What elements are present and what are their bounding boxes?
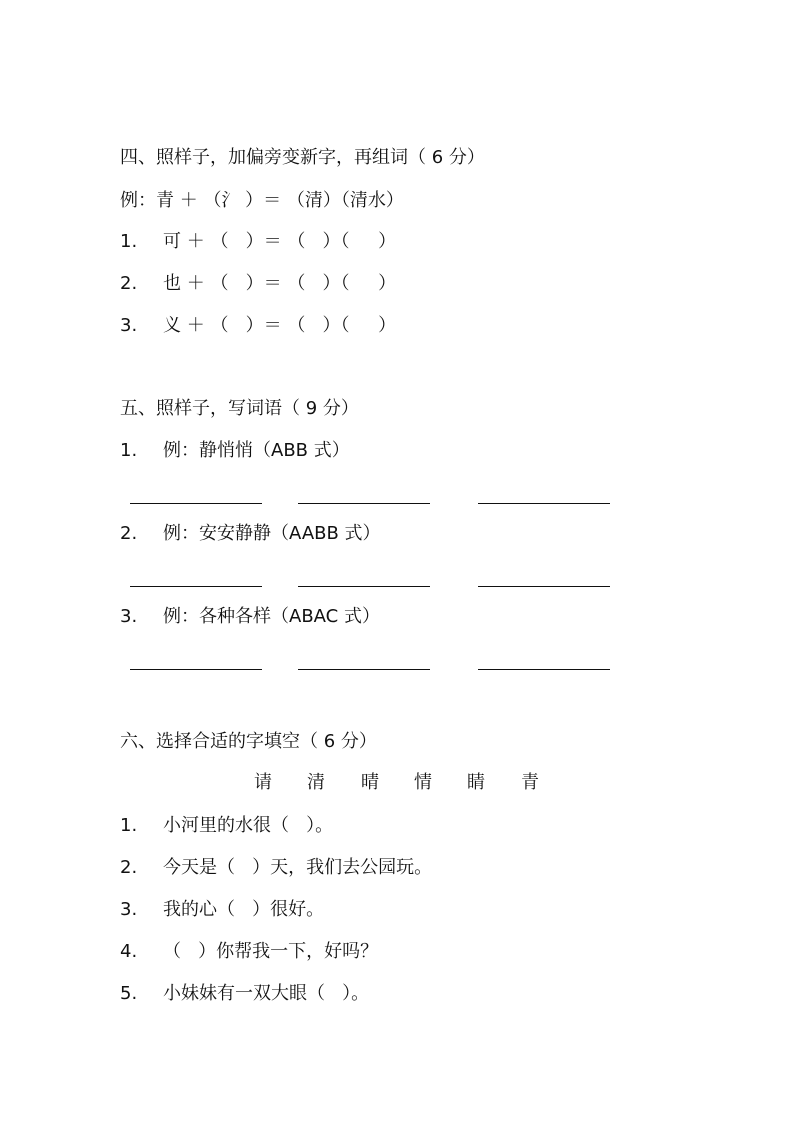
option-char: 青 xyxy=(521,772,539,793)
s6-item-5-number: 5. xyxy=(120,983,138,1004)
answer-blank[interactable] xyxy=(298,586,430,587)
s6-item-1-text: 小河里的水很（ ）。 xyxy=(163,815,334,836)
answer-blank[interactable] xyxy=(298,503,430,504)
s5-item-2-text: 例：安安静静（AABB 式） xyxy=(163,523,381,544)
section-6-title: 六、选择合适的字填空（ 6 分） xyxy=(120,731,377,752)
answer-blank[interactable] xyxy=(478,503,610,504)
s4-item-3-number: 3. xyxy=(120,315,138,336)
s4-item-1-text: 可 ＋ （ ）＝ （ ）（ ） xyxy=(163,231,397,252)
s4-item-2-text: 也 ＋ （ ）＝ （ ）（ ） xyxy=(163,273,397,294)
section-5-title: 五、照样子，写词语（ 9 分） xyxy=(120,398,359,419)
section-4-title: 四、照样子，加偏旁变新字，再组词（ 6 分） xyxy=(120,147,485,168)
section-4-example: 例：青 ＋ （氵 ）＝ （清）（清水） xyxy=(120,190,404,211)
s6-item-4-text: （ ）你帮我一下，好吗？ xyxy=(163,941,379,962)
s6-item-2-number: 2. xyxy=(120,857,138,878)
s5-item-3-text: 例：各种各样（ABAC 式） xyxy=(163,606,380,627)
s4-item-1-number: 1. xyxy=(120,231,138,252)
option-char: 晴 xyxy=(361,772,379,793)
answer-blank[interactable] xyxy=(478,586,610,587)
s6-item-5-text: 小妹妹有一双大眼（ ）。 xyxy=(163,983,370,1004)
option-char: 请 xyxy=(254,772,272,793)
option-char: 清 xyxy=(307,772,325,793)
answer-blank[interactable] xyxy=(130,669,262,670)
s4-item-2-number: 2. xyxy=(120,273,138,294)
s4-item-3-text: 义 ＋ （ ）＝ （ ）（ ） xyxy=(163,315,397,336)
s6-item-2-text: 今天是（ ）天，我们去公园玩。 xyxy=(163,857,433,878)
answer-blank[interactable] xyxy=(130,586,262,587)
s5-item-1-text: 例：静悄悄（ABB 式） xyxy=(163,440,350,461)
s5-item-3-number: 3. xyxy=(120,606,138,627)
s6-item-3-text: 我的心（ ）很好。 xyxy=(163,899,325,920)
answer-blank[interactable] xyxy=(478,669,610,670)
answer-blank[interactable] xyxy=(130,503,262,504)
s5-item-1-number: 1. xyxy=(120,440,138,461)
option-char: 情 xyxy=(414,772,432,793)
option-char: 睛 xyxy=(467,772,485,793)
s6-item-1-number: 1. xyxy=(120,815,138,836)
answer-blank[interactable] xyxy=(298,669,430,670)
s6-item-3-number: 3. xyxy=(120,899,138,920)
s5-item-2-number: 2. xyxy=(120,523,138,544)
s6-item-4-number: 4. xyxy=(120,941,138,962)
